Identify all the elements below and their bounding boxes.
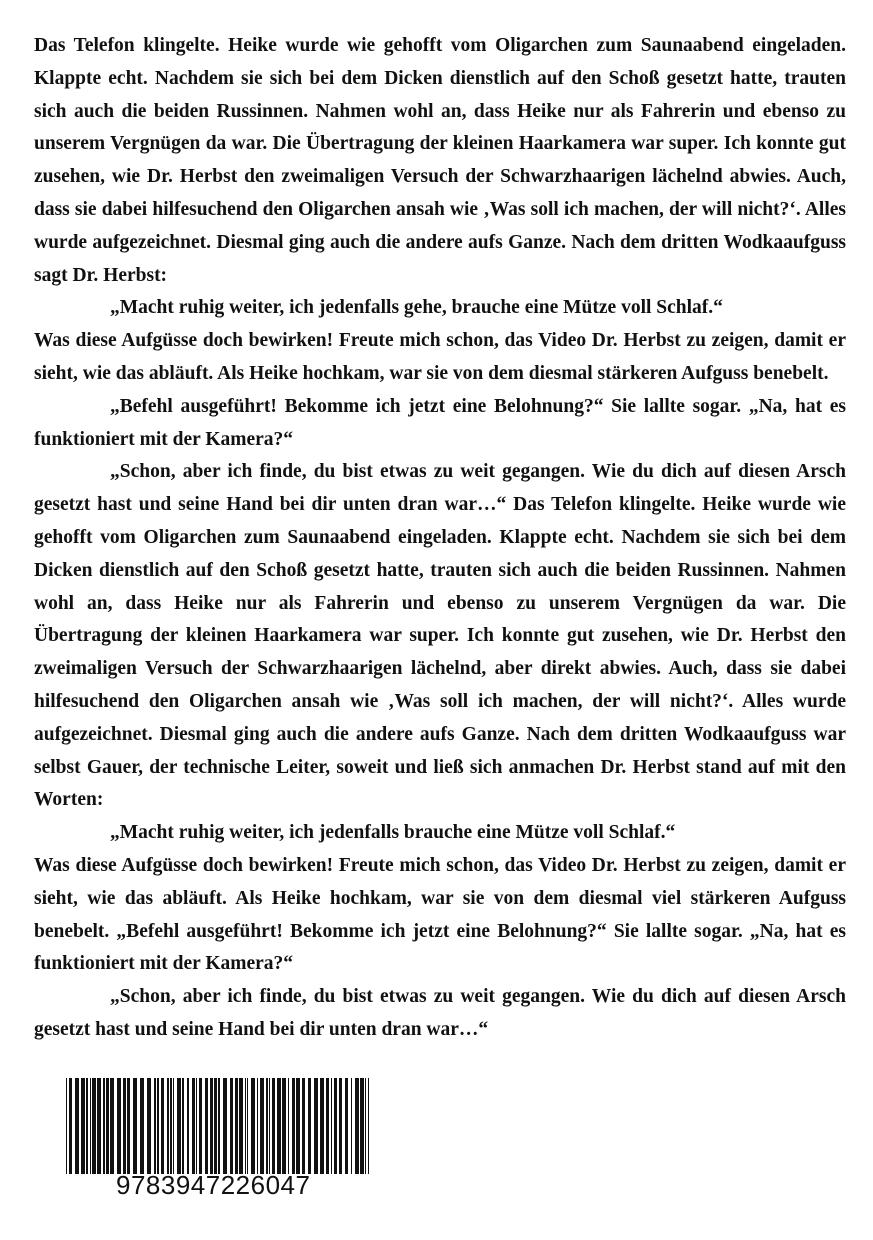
barcode-bar <box>110 1078 114 1174</box>
barcode-bar <box>355 1078 359 1174</box>
barcode-bar <box>302 1078 305 1174</box>
barcode-bar <box>239 1078 243 1174</box>
barcode-bar <box>117 1078 121 1174</box>
barcode-bar <box>177 1078 181 1174</box>
barcode-bar <box>282 1078 286 1174</box>
paragraph-1: Das Telefon klingelte. Heike wurde wie gehofft vom Oligarchen zum Saunaabend eingeladen. Klappte echt. Nachdem sie sich bei dem Dicken dienstlich auf den Schoß gesetzt hatte, trauten sich auch die beiden Russinnen. Nahmen wohl an, dass Heike nur als Fahrerin und ebenso zu unserem Vergnügen da war. Die Übertragung der kleinen Haarkamera war super. Ich konnte gut zusehen, wie Dr. Herbst den zweimaligen Versuch der Schwarzhaarigen lächelnd abwies. Auch, dass sie dabei hilfesuchend den Oligarchen ansah wie ‚Was soll ich machen, der will nicht?‘. Alles wurde aufgezeichnet. Diesmal ging auch die andere aufs Ganze. Nach dem dritten Wodkaaufguss sagt Dr. Herbst: <box>34 35 846 286</box>
barcode-bar <box>173 1078 174 1174</box>
barcode-bar <box>192 1078 195 1174</box>
isbn-number: 9783947226047 <box>116 1170 311 1200</box>
barcode-bar <box>251 1078 255 1174</box>
barcode-bar <box>277 1078 281 1174</box>
barcode-bar <box>326 1078 329 1174</box>
barcode-bar <box>103 1078 105 1174</box>
barcode-bar <box>247 1078 248 1174</box>
barcode-bar <box>339 1078 342 1174</box>
barcode-bar <box>360 1078 364 1174</box>
barcode-bar <box>167 1078 169 1174</box>
barcode-bar <box>314 1078 318 1174</box>
barcode-bar <box>288 1078 289 1174</box>
barcode-bar <box>81 1078 85 1174</box>
barcode-bar <box>368 1078 369 1174</box>
barcode-bar <box>133 1078 137 1174</box>
barcode-bar <box>196 1078 197 1174</box>
barcode-bar <box>123 1078 126 1174</box>
barcode-bar <box>140 1078 144 1174</box>
barcode-bar <box>365 1078 366 1174</box>
barcode-bar <box>161 1078 164 1174</box>
barcode-bar <box>187 1078 189 1174</box>
barcode-bar <box>154 1078 156 1174</box>
barcode-bar <box>269 1078 270 1174</box>
barcode-bar <box>320 1078 324 1174</box>
barcode-bar <box>66 1078 67 1174</box>
barcode-bar <box>75 1078 79 1174</box>
barcode-bar <box>260 1078 264 1174</box>
barcode-bar <box>266 1078 268 1174</box>
paragraph-3: Was diese Aufgüsse doch bewirken! Freute mich schon, das Video Dr. Herbst zu zeigen, damit er sieht, wie das abläuft. Als Heike hochkam, war sie von dem diesmal stärkeren Aufguss benebelt. <box>34 330 846 384</box>
paragraph-5: „Schon, aber ich finde, du bist etwas zu weit gegangen. Wie du dich auf diesen Arsch gesetzt hast und seine Hand bei dir unten dran war…“ Das Telefon klingelte. Heike wurde wie gehofft vom Oligarchen zum Saunaabend eingeladen. Klappte echt. Nachdem sie sich bei dem Dicken dienstlich auf den Schoß gesetzt hatte, trauten sich auch die beiden Russinnen. Nahmen wohl an, dass Heike nur als Fahrerin und ebenso zu unserem Vergnügen da war. Die Übertragung der kleinen Haarkamera war super. Ich konnte gut zusehen, wie Dr. Herbst den zweimaligen Versuch der Schwarzhaarigen lächelnd, aber direkt abwies. Auch, dass sie dabei hilfesuchend den Oligarchen ansah wie ‚Was soll ich machen, der will nicht?‘. Alles wurde aufgezeichnet. Diesmal ging auch die andere aufs Ganze. Nach dem dritten Wodkaaufguss war selbst Gauer, der technische Leiter, soweit und ließ sich anmachen Dr. Herbst stand auf mit den Worten: <box>34 461 846 811</box>
barcode-bar <box>230 1078 233 1174</box>
barcode-bar <box>223 1078 227 1174</box>
barcode-bar <box>257 1078 258 1174</box>
barcode-bar <box>351 1078 352 1174</box>
barcode-bar <box>69 1078 72 1174</box>
barcode-bar <box>182 1078 184 1174</box>
barcode-bar <box>157 1078 159 1174</box>
barcode-bar <box>308 1078 311 1174</box>
barcode-bar <box>86 1078 88 1174</box>
barcode-bar <box>331 1078 332 1174</box>
barcode-bar <box>296 1078 300 1174</box>
barcode-bar <box>199 1078 202 1174</box>
barcode-bar <box>127 1078 130 1174</box>
paragraph-4-quote: „Befehl ausgeführt! Bekomme ich jetzt eine Belohnung?“ Sie lallte sogar. „Na, hat es funktioniert mit der Kamera?“ <box>34 395 846 450</box>
barcode-bar <box>90 1078 91 1174</box>
paragraph-2-quote: „Macht ruhig weiter, ich jedenfalls gehe, brauche eine Mütze voll Schlaf.“ <box>110 297 723 319</box>
paragraph-7: Was diese Aufgüsse doch bewirken! Freute mich schon, das Video Dr. Herbst zu zeigen, damit er sieht, wie das abläuft. Als Heike hochkam, war sie von dem diesmal viel stärkeren Aufguss benebelt. „Befehl ausgeführt! Bekomme ich jetzt eine Belohnung?“ Sie lallte sogar. „Na, hat es funktioniert mit der Kamera?“ <box>34 854 846 975</box>
barcode-bar <box>272 1078 275 1174</box>
barcode-bar <box>292 1078 295 1174</box>
barcode-bar <box>245 1078 246 1174</box>
paragraph-8-quote: „Schon, aber ich finde, du bist etwas zu weit gegangen. Wie du dich auf diesen Arsch gesetzt hast und seine Hand bei dir unten dran war…“ <box>34 986 846 1040</box>
barcode-bar <box>205 1078 208 1174</box>
barcode-bar <box>218 1078 220 1174</box>
barcode-bar <box>334 1078 337 1174</box>
barcode-bar <box>345 1078 348 1174</box>
barcode-bar <box>97 1078 101 1174</box>
barcode-bar <box>214 1078 217 1174</box>
paragraph-6-quote: „Macht ruhig weiter, ich jedenfalls brauche eine Mütze voll Schlaf.“ <box>110 822 676 844</box>
barcode-bar <box>235 1078 238 1174</box>
barcode-bar <box>92 1078 96 1174</box>
barcode-bar <box>210 1078 213 1174</box>
barcode-bar <box>147 1078 151 1174</box>
book-page-text <box>34 30 846 1047</box>
barcode-bar <box>170 1078 172 1174</box>
barcode-bar <box>106 1078 109 1174</box>
barcode-icon <box>66 1078 372 1174</box>
